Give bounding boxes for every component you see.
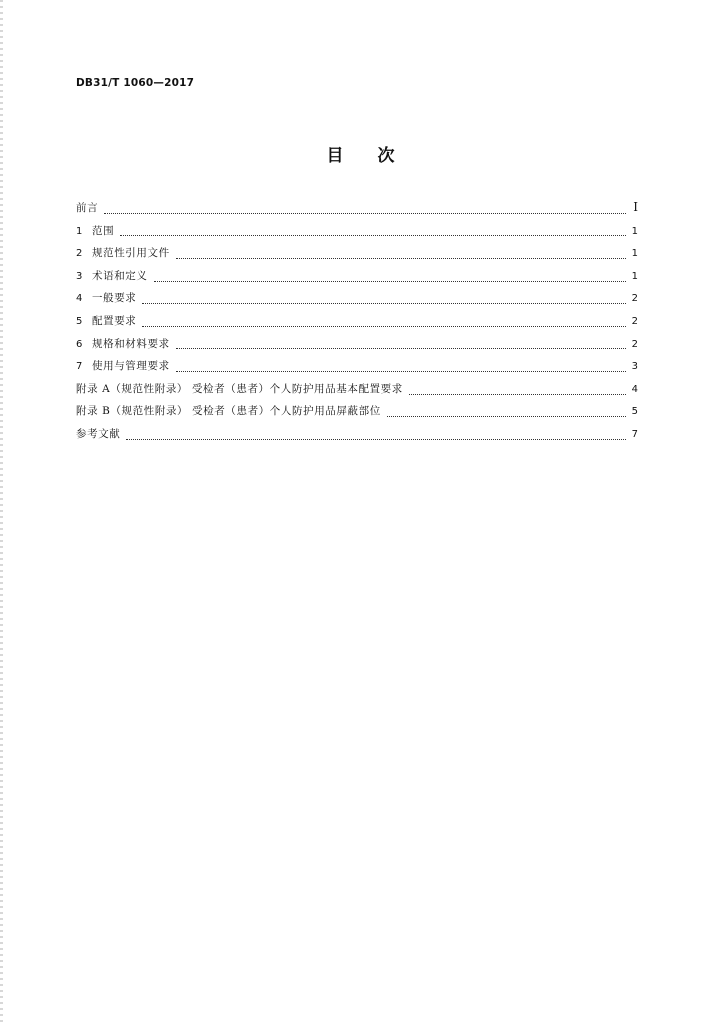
toc-entry-label: 附录 A（规范性附录） 受检者（患者）个人防护用品基本配置要求 xyxy=(76,382,403,395)
toc-entry-page: Ⅰ xyxy=(633,200,638,214)
toc-leader-dots xyxy=(142,326,626,327)
toc-entry-label: 前言 xyxy=(76,202,99,214)
toc-entry-page: 1 xyxy=(631,225,638,237)
toc-entry-number: 4 xyxy=(76,293,83,305)
table-of-contents xyxy=(76,200,638,449)
toc-entry-use-management[interactable] xyxy=(76,358,638,381)
toc-leader-dots xyxy=(142,303,626,304)
toc-entry-label: 规范性引用文件 xyxy=(92,247,170,260)
toc-entry-page: 4 xyxy=(631,383,638,395)
toc-leader-dots xyxy=(176,348,626,349)
toc-entry-bibliography[interactable] xyxy=(76,426,638,449)
toc-entry-appendix-a[interactable] xyxy=(76,381,638,404)
toc-entry-number: 5 xyxy=(76,315,83,327)
toc-title: 目次 xyxy=(326,146,429,166)
toc-entry-page: 1 xyxy=(631,248,638,260)
toc-entry-label: 参考文献 xyxy=(76,427,121,440)
toc-entry-scope[interactable] xyxy=(76,223,638,246)
toc-entry-page: 2 xyxy=(631,315,638,327)
toc-entry-number: 7 xyxy=(76,361,83,373)
toc-entry-label: 范围 xyxy=(92,224,115,237)
toc-entry-specification-materials[interactable] xyxy=(76,336,638,359)
toc-leader-dots xyxy=(120,235,626,236)
toc-entry-foreword[interactable] xyxy=(76,200,638,223)
toc-leader-dots xyxy=(154,281,627,282)
toc-leader-dots xyxy=(409,394,626,395)
toc-entry-appendix-b[interactable] xyxy=(76,403,638,426)
toc-entry-label: 配置要求 xyxy=(92,314,137,327)
toc-entry-page: 1 xyxy=(631,270,638,282)
toc-entry-page: 2 xyxy=(631,293,638,305)
toc-entry-label: 使用与管理要求 xyxy=(92,360,170,373)
toc-leader-dots xyxy=(126,439,626,440)
toc-entry-page: 2 xyxy=(631,338,638,350)
toc-entry-label: 规格和材料要求 xyxy=(92,337,170,350)
toc-entry-general-requirements[interactable] xyxy=(76,290,638,313)
toc-entry-number: 2 xyxy=(76,248,83,260)
toc-entry-page: 7 xyxy=(631,428,638,440)
toc-entry-page: 3 xyxy=(631,361,638,373)
toc-entry-normative-references[interactable] xyxy=(76,245,638,268)
toc-leader-dots xyxy=(104,213,626,214)
toc-entry-label: 术语和定义 xyxy=(92,269,148,282)
toc-entry-number: 6 xyxy=(76,338,83,350)
toc-entry-configuration-requirements[interactable] xyxy=(76,313,638,336)
toc-entry-label: 一般要求 xyxy=(92,292,137,305)
toc-leader-dots xyxy=(176,258,626,259)
toc-leader-dots xyxy=(387,416,626,417)
document-code: DB31/T 1060—2017 xyxy=(76,77,195,89)
toc-entry-number: 1 xyxy=(76,225,83,237)
toc-entry-number: 3 xyxy=(76,270,83,282)
toc-entry-label: 附录 B（规范性附录） 受检者（患者）个人防护用品屏蔽部位 xyxy=(76,405,381,418)
toc-leader-dots xyxy=(176,371,626,372)
toc-entry-terms-definitions[interactable] xyxy=(76,268,638,291)
toc-entry-page: 5 xyxy=(631,406,638,418)
